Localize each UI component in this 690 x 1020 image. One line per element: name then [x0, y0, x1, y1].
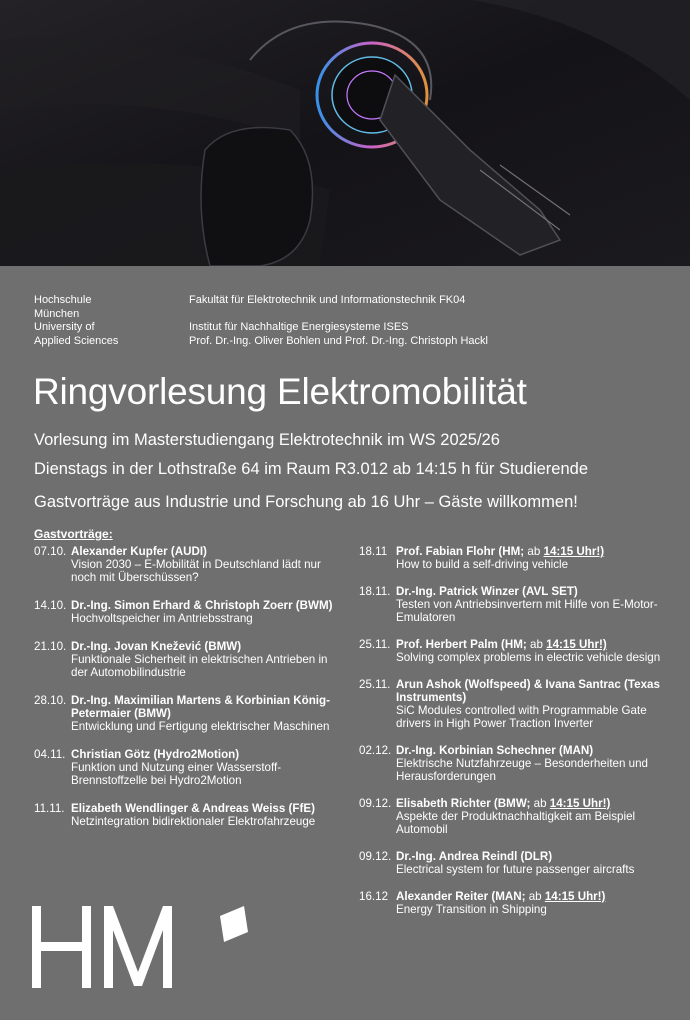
talk-date: 25.11.: [359, 638, 391, 651]
subtitle-location: Dienstags in der Lothstraße 64 im Raum R3.012 ab 14:15 h für Studierende: [34, 460, 588, 478]
talk-time: 14:15 Uhr!): [546, 638, 607, 651]
talks-heading: Gastvorträge:: [34, 527, 113, 541]
talk-date: 28.10.: [34, 694, 67, 707]
talk-item: [34, 802, 344, 828]
talk-item: [359, 744, 669, 783]
talk-speaker: Prof. Fabian Flohr (HM; ab 14:15 Uhr!): [396, 545, 605, 558]
faculty-block: [189, 294, 669, 348]
talk-time: 14:15 Uhr!): [543, 545, 605, 558]
page-title: Ringvorlesung Elektromobilität: [33, 371, 527, 412]
talk-date: 09.12.: [359, 797, 392, 810]
talk-date: 07.10.: [34, 545, 67, 558]
subtitle-lecture: Vorlesung im Masterstudiengang Elektrotechnik im WS 2025/26: [34, 431, 500, 449]
talk-speaker: Arun Ashok (Wolfspeed) & Ivana Santrac (Texas Instruments): [396, 678, 660, 704]
talk-date: 02.12.: [359, 744, 392, 757]
talk-speaker: Elisabeth Richter (BMW; ab 14:15 Uhr!): [396, 797, 611, 810]
talk-item: [34, 640, 344, 679]
talk-topic: Testen von Antriebsinvertern mit Hilfe von E-Motor-Emulatoren: [396, 598, 658, 624]
talk-item: [359, 638, 669, 664]
talk-topic: Netzintegration bidirektionaler Elektrofahrzeuge: [71, 815, 316, 828]
hero-image: [0, 0, 690, 266]
talk-speaker: Dr.-Ing. Maximilian Martens & Korbinian König-Petermaier (BMW): [71, 694, 330, 720]
talk-item: [359, 850, 669, 876]
talks-right-column: [359, 545, 669, 916]
talk-item: [34, 694, 344, 733]
professors: Prof. Dr.-Ing. Oliver Bohlen und Prof. Dr.-Ing. Christoph Hackl: [189, 334, 488, 347]
talk-topic: Elektrische Nutzfahrzeuge – Besonderheiten und Herausforderungen: [396, 757, 648, 783]
talk-speaker: Dr.-Ing. Patrick Winzer (AVL SET): [396, 585, 578, 598]
talk-topic: SiC Modules controlled with Programmable Gate drivers in High Power Traction Inverter: [396, 704, 647, 730]
talk-topic: Energy Transition in Shipping: [396, 903, 547, 916]
talk-item: [359, 678, 669, 730]
talk-time: 14:15 Uhr!): [549, 797, 611, 810]
talk-speaker: Dr.-Ing. Andrea Reindl (DLR): [396, 850, 553, 863]
talk-topic: Vision 2030 – E-Mobilität in Deutschland lädt nur noch mit Überschüssen?: [71, 558, 321, 584]
talk-date: 21.10.: [34, 640, 67, 653]
talk-item: [34, 599, 344, 625]
talk-topic: Electrical system for future passenger aircrafts: [396, 863, 635, 876]
talk-item: [34, 748, 344, 787]
hm-logo: [30, 902, 255, 992]
institution-name: Hochschule München University of Applied Sciences: [34, 294, 119, 347]
talk-date: 14.10.: [34, 599, 67, 612]
talk-date: 18.11: [359, 545, 388, 558]
talk-topic: How to build a self-driving vehicle: [396, 558, 569, 571]
talk-topic: Aspekte der Produktnachhaltigkeit am Beispiel Automobil: [396, 810, 636, 836]
talk-speaker: Dr.-Ing. Korbinian Schechner (MAN): [396, 744, 594, 757]
talk-date: 18.11.: [359, 585, 391, 598]
talk-item: [359, 797, 669, 836]
talk-speaker: Prof. Herbert Palm (HM; ab 14:15 Uhr!): [396, 638, 607, 651]
subtitle-guests: Gastvorträge aus Industrie und Forschung ab 16 Uhr – Gäste willkommen!: [34, 493, 578, 511]
talk-speaker: Dr.-Ing. Jovan Knežević (BMW): [71, 640, 242, 653]
talk-item: [34, 545, 344, 584]
talk-speaker: Dr.-Ing. Simon Erhard & Christoph Zoerr (BWM): [71, 599, 333, 612]
talk-speaker: Alexander Kupfer (AUDI): [71, 545, 207, 558]
talk-topic: Hochvoltspeicher im Antriebsstrang: [71, 612, 253, 625]
talk-speaker: Alexander Reiter (MAN; ab 14:15 Uhr!): [396, 890, 606, 903]
talk-item: [359, 585, 669, 624]
talk-date: 04.11.: [34, 748, 66, 761]
talk-item: [359, 545, 669, 571]
talk-item: [359, 890, 669, 916]
institute-name: Institut für Nachhaltige Energiesysteme ISES: [189, 321, 409, 333]
faculty-name: Fakultät für Elektrotechnik und Informationstechnik FK04: [189, 294, 466, 306]
talks-left-column: [34, 545, 344, 828]
talk-speaker: Elizabeth Wendlinger & Andreas Weiss (FfE): [71, 802, 315, 815]
talk-date: 09.12.: [359, 850, 392, 863]
talk-date: 11.11.: [34, 802, 65, 815]
talk-topic: Solving complex problems in electric vehicle design: [396, 651, 661, 664]
talk-date: 16.12: [359, 890, 389, 903]
talk-topic: Funktion und Nutzung einer Wasserstoff-Brennstoffzelle bei Hydro2Motion: [71, 761, 282, 787]
talk-speaker: Christian Götz (Hydro2Motion): [71, 748, 240, 761]
talk-topic: Funktionale Sicherheit in elektrischen Antrieben in der Automobilindustrie: [71, 653, 328, 679]
talk-date: 25.11.: [359, 678, 391, 691]
talk-topic: Entwicklung und Fertigung elektrischer Maschinen: [71, 720, 330, 733]
talk-time: 14:15 Uhr!): [544, 890, 606, 903]
